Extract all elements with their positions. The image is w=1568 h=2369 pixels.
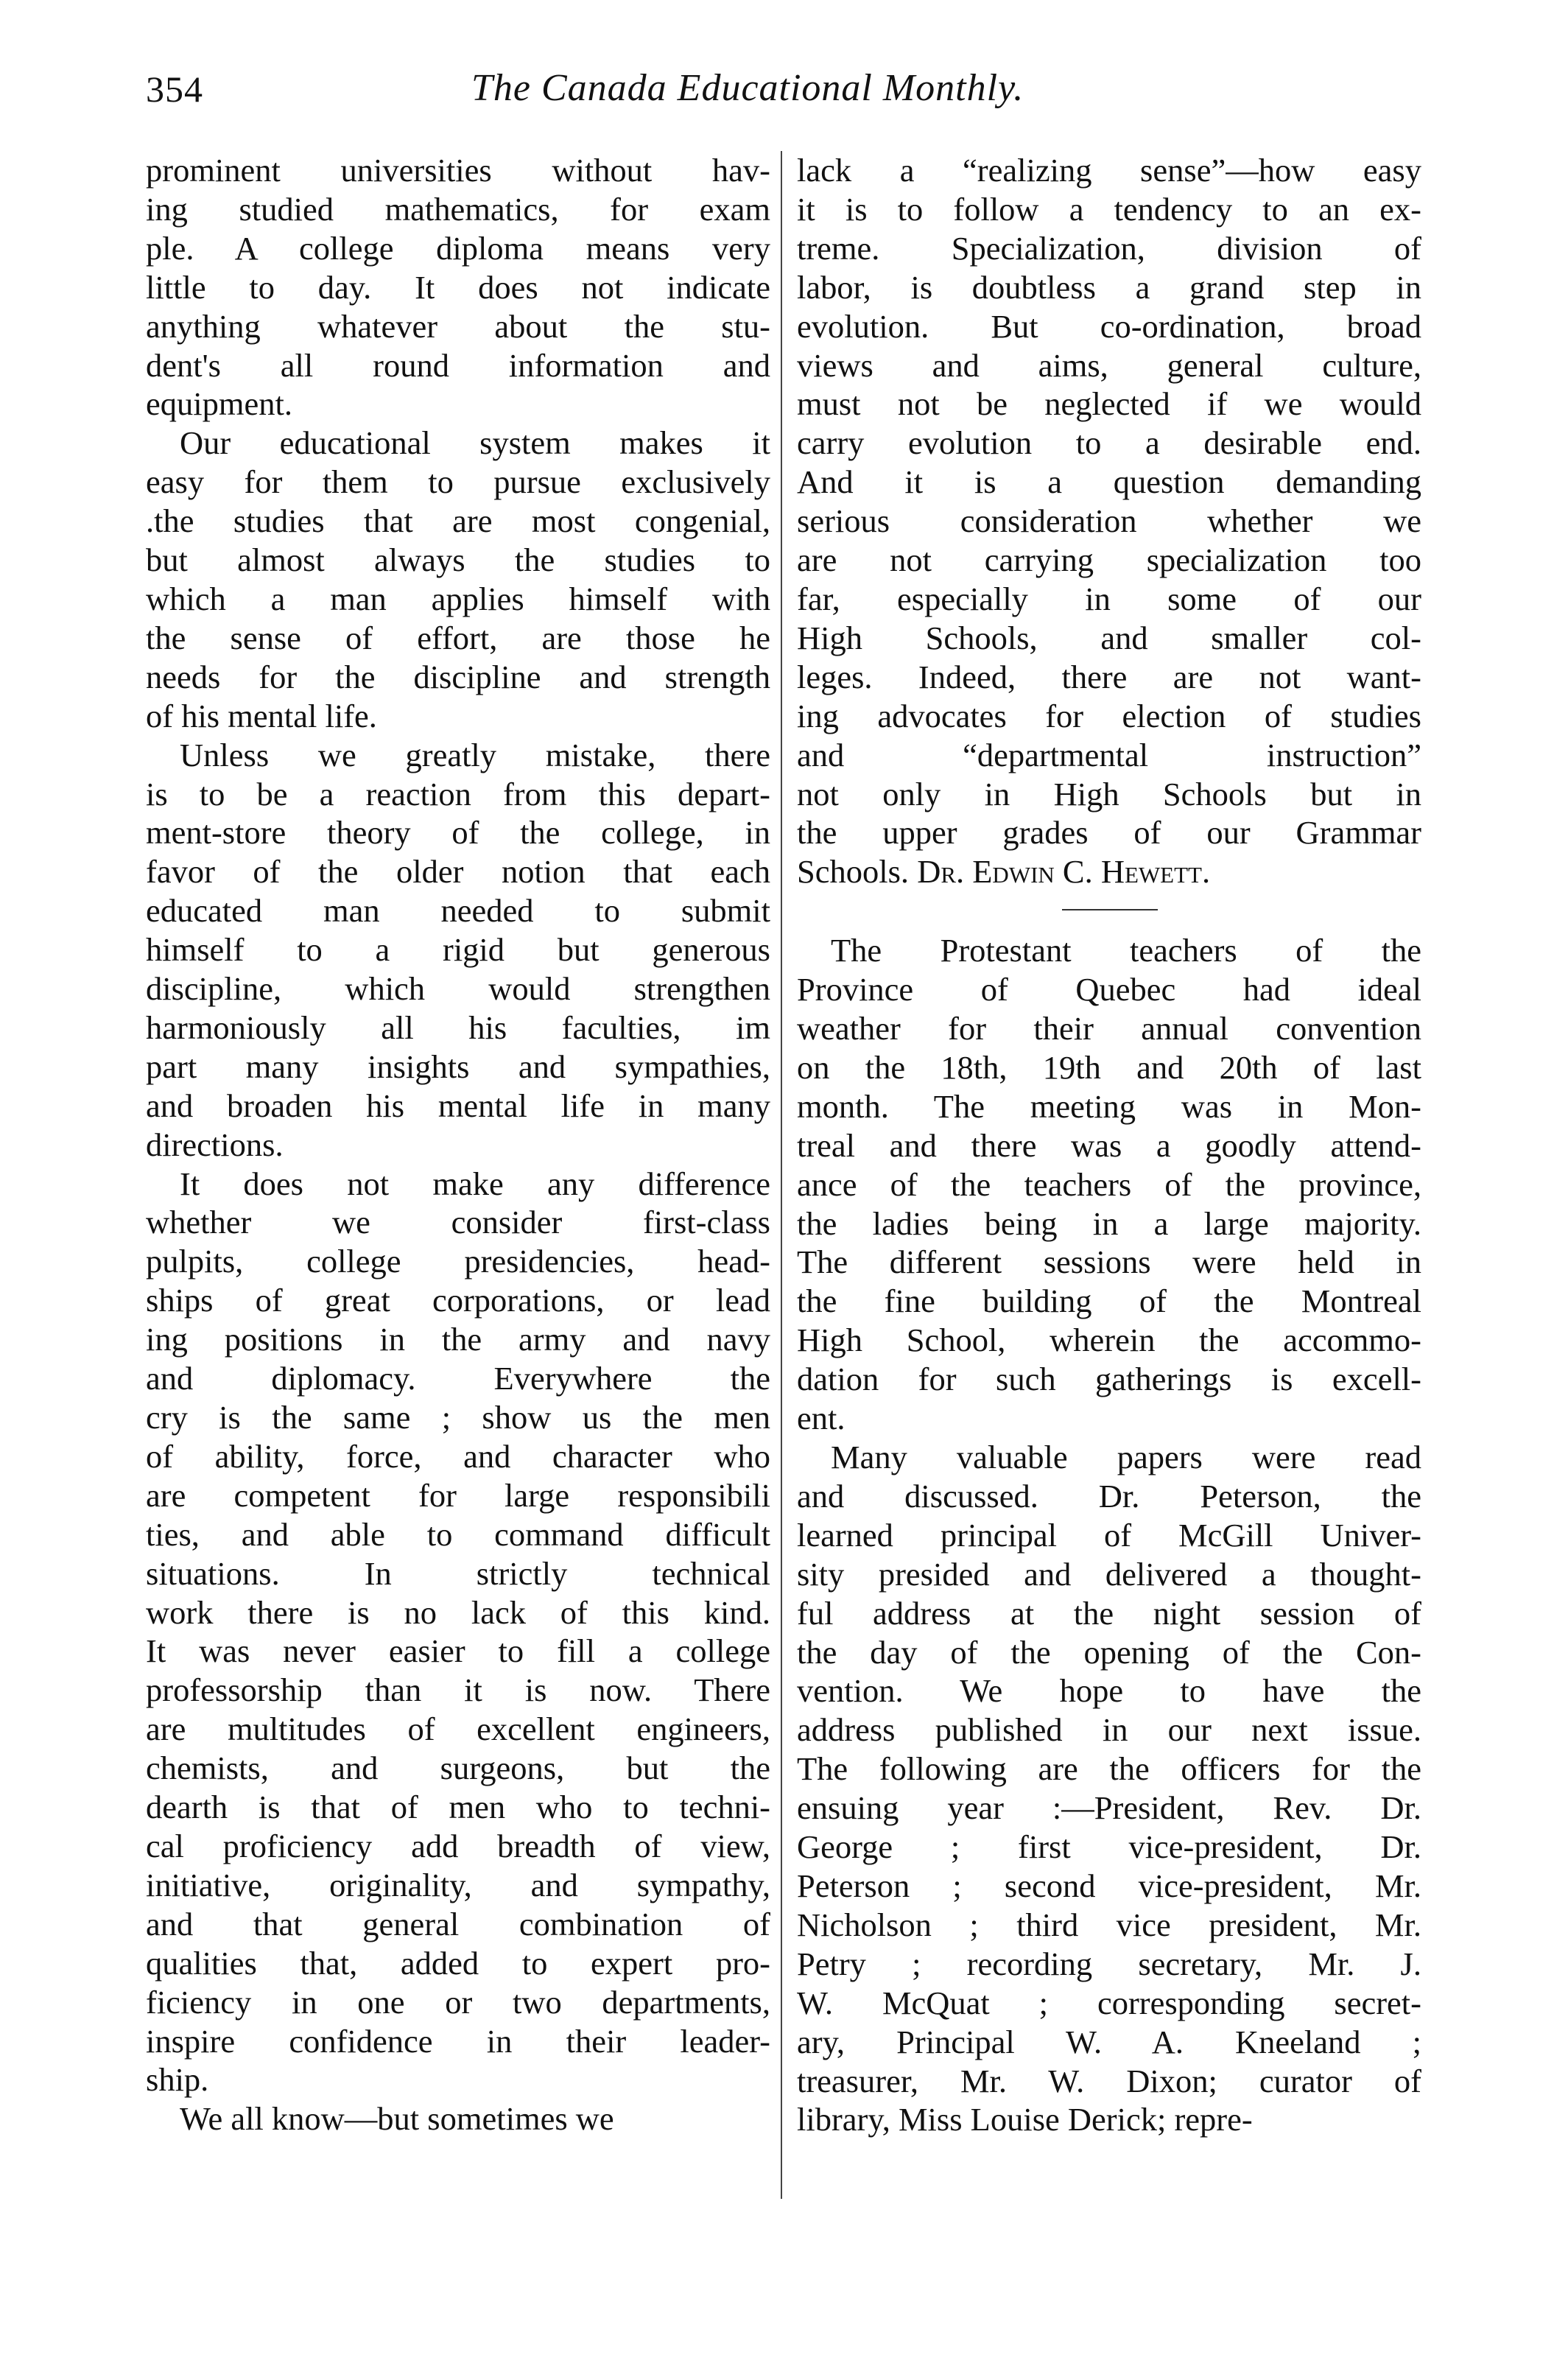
text-line: on the 18th, 19th and 20th of last xyxy=(797,1048,1421,1086)
text-line: prominent universities without hav- xyxy=(146,152,770,189)
text-line: initiative, originality, and sympathy, xyxy=(146,1866,770,1903)
section-separator xyxy=(1062,909,1158,910)
text-line: treasurer, Mr. W. Dixon; curator of xyxy=(797,2062,1421,2099)
text-line: of his mental life. xyxy=(146,697,377,734)
text-line: Petry ; recording secretary, Mr. J. xyxy=(797,1945,1421,1982)
text-line: the ladies being in a large majority. xyxy=(797,1204,1421,1242)
text-line: ary, Principal W. A. Kneeland ; xyxy=(797,2023,1421,2060)
text-line: are multitudes of excellent engineers, xyxy=(146,1710,770,1748)
text-line: but almost always the studies to xyxy=(146,541,770,579)
text-line: inspire confidence in their leader- xyxy=(146,2022,770,2060)
text-line: High School, wherein the accommo- xyxy=(797,1322,1421,1359)
text-line: ance of the teachers of the province, xyxy=(797,1165,1421,1203)
text-line: ensuing year :—President, Rev. Dr. xyxy=(797,1789,1421,1827)
text-line: pulpits, college presidencies, head- xyxy=(146,1243,770,1280)
text-line: discipline, which would strengthen xyxy=(146,970,770,1008)
text-line: ships of great corporations, or lead xyxy=(146,1282,770,1319)
text-line: are not carrying specialization too xyxy=(797,541,1421,579)
text-line: Many valuable papers were read xyxy=(831,1439,1421,1475)
paragraph xyxy=(797,931,1421,1438)
text-line: The different sessions were held in xyxy=(797,1243,1421,1281)
text-line: not only in High Schools but in xyxy=(797,775,1421,813)
text-line: ple. A college diploma means very xyxy=(146,229,770,267)
text-line: ful address at the night session of xyxy=(797,1594,1421,1632)
text-line: anything whatever about the stu- xyxy=(146,307,770,345)
text-line: serious consideration whether we xyxy=(797,502,1421,540)
text-line: library, Miss Louise Derick; repre- xyxy=(797,2101,1253,2138)
text-line: and diplomacy. Everywhere the xyxy=(146,1360,770,1397)
text-line: dent's all round information and xyxy=(146,346,770,384)
text-line: The Protestant teachers of the xyxy=(831,932,1421,969)
text-line: the sense of effort, are those he xyxy=(146,619,770,656)
text-line: and discussed. Dr. Peterson, the xyxy=(797,1477,1421,1515)
running-title: The Canada Educational Monthly. xyxy=(471,67,1024,109)
text-line: ties, and able to command difficult xyxy=(146,1515,770,1553)
text-line: labor, is doubtless a grand step in xyxy=(797,268,1421,306)
text-line: cal proficiency add breadth of view, xyxy=(146,1827,770,1864)
text-line: ing advocates for election of studies xyxy=(797,697,1421,734)
text-line: professorship than it is now. There xyxy=(146,1671,770,1709)
paragraph xyxy=(797,151,1421,891)
text-line: High Schools, and smaller col- xyxy=(797,619,1421,656)
text-line: learned principal of McGill Univer- xyxy=(797,1516,1421,1554)
text-line: favor of the older notion that each xyxy=(146,853,770,891)
text-line: part many insights and sympathies, xyxy=(146,1047,770,1085)
column-divider xyxy=(781,151,782,2199)
right-column xyxy=(797,151,1421,2139)
text-line: needs for the discipline and strength xyxy=(146,658,770,695)
text-line: It was never easier to fill a college xyxy=(146,1632,770,1670)
text-line: the upper grades of our Grammar xyxy=(797,814,1421,852)
text-line: qualities that, added to expert pro- xyxy=(146,1944,770,1982)
text-line: leges. Indeed, there are not want- xyxy=(797,658,1421,695)
text-line: chemists, and surgeons, but the xyxy=(146,1749,770,1787)
text-line: carry evolution to a desirable end. xyxy=(797,424,1421,462)
text-line: month. The meeting was in Mon- xyxy=(797,1087,1421,1125)
text-line: ment-store theory of the college, in xyxy=(146,814,770,852)
author-signature: Dr. Edwin C. Hewett. xyxy=(917,853,1211,891)
text-line: lack a “realizing sense”—how easy xyxy=(797,152,1421,189)
text-line: cry is the same ; show us the men xyxy=(146,1399,770,1436)
text-line: dearth is that of men who to techni- xyxy=(146,1789,770,1826)
paragraph xyxy=(146,151,770,424)
text-line: work there is no lack of this kind. xyxy=(146,1593,770,1631)
text-line: and that general combination of xyxy=(146,1905,770,1942)
text-line: W. McQuat ; corresponding secret- xyxy=(797,1984,1421,2021)
text-line: ing studied mathematics, for exam xyxy=(146,190,770,228)
text-line: ent. xyxy=(797,1400,845,1437)
text-line: .the studies that are most congenial, xyxy=(146,502,770,540)
text-line: ing positions in the army and navy xyxy=(146,1321,770,1358)
text-line: address published in our next issue. xyxy=(797,1711,1421,1749)
text-line: equipment. xyxy=(146,385,292,423)
paragraph xyxy=(146,424,770,735)
text-line: Schools. Dr. Edwin C. Hewett. xyxy=(797,853,1211,891)
text-line: educated man needed to submit xyxy=(146,892,770,930)
text-line: must not be neglected if we would xyxy=(797,385,1421,423)
text-line: ship. xyxy=(146,2061,209,2099)
text-line: of ability, force, and character who xyxy=(146,1437,770,1475)
text-line: sity presided and delivered a thought- xyxy=(797,1555,1421,1593)
text-line: himself to a rigid but generous xyxy=(146,931,770,969)
text-line: which a man applies himself with xyxy=(146,580,770,617)
text-line: whether we consider first-class xyxy=(146,1204,770,1241)
text-line: treal and there was a goodly attend- xyxy=(797,1126,1421,1164)
text-line: situations. In strictly technical xyxy=(146,1554,770,1592)
paragraph xyxy=(146,2099,770,2138)
text-line: little to day. It does not indicate xyxy=(146,268,770,306)
text-line: treme. Specialization, division of xyxy=(797,229,1421,267)
text-line: We all know—but sometimes we xyxy=(180,2100,614,2138)
text-line: directions. xyxy=(146,1126,284,1163)
text-line: dation for such gatherings is excell- xyxy=(797,1361,1421,1398)
text-line: are competent for large responsibili xyxy=(146,1476,770,1514)
text-line: Unless we greatly mistake, there xyxy=(180,736,770,773)
text-line: far, especially in some of our xyxy=(797,580,1421,617)
text-line: weather for their annual convention xyxy=(797,1010,1421,1047)
text-line: is to be a reaction from this depart- xyxy=(146,775,770,813)
paragraph xyxy=(146,1165,770,2100)
text-line: Our educational system makes it xyxy=(180,424,770,462)
text-line: The following are the officers for the xyxy=(797,1750,1421,1788)
text-line: Nicholson ; third vice president, Mr. xyxy=(797,1906,1421,1943)
text-line: harmoniously all his faculties, im xyxy=(146,1008,770,1046)
text-line: and broaden his mental life in many xyxy=(146,1087,770,1124)
text-line: ficiency in one or two departments, xyxy=(146,1983,770,2021)
text-line: George ; first vice-president, Dr. xyxy=(797,1828,1421,1866)
text-line: the fine building of the Montreal xyxy=(797,1282,1421,1320)
text-line: evolution. But co-ordination, broad xyxy=(797,307,1421,345)
paragraph xyxy=(146,736,770,1165)
text-line: views and aims, general culture, xyxy=(797,346,1421,384)
left-column xyxy=(146,151,770,2138)
text-line: and “departmental instruction” xyxy=(797,736,1421,773)
paragraph xyxy=(797,1438,1421,2139)
text-line: the day of the opening of the Con- xyxy=(797,1633,1421,1671)
text-line: it is to follow a tendency to an ex- xyxy=(797,190,1421,228)
text-line: vention. We hope to have the xyxy=(797,1672,1421,1710)
text-line: easy for them to pursue exclusively xyxy=(146,463,770,501)
page-number: 354 xyxy=(146,69,203,110)
text-line: It does not make any difference xyxy=(180,1165,770,1202)
text-line: Province of Quebec had ideal xyxy=(797,971,1421,1008)
text-line: And it is a question demanding xyxy=(797,463,1421,501)
text-line: Peterson ; second vice-president, Mr. xyxy=(797,1867,1421,1904)
